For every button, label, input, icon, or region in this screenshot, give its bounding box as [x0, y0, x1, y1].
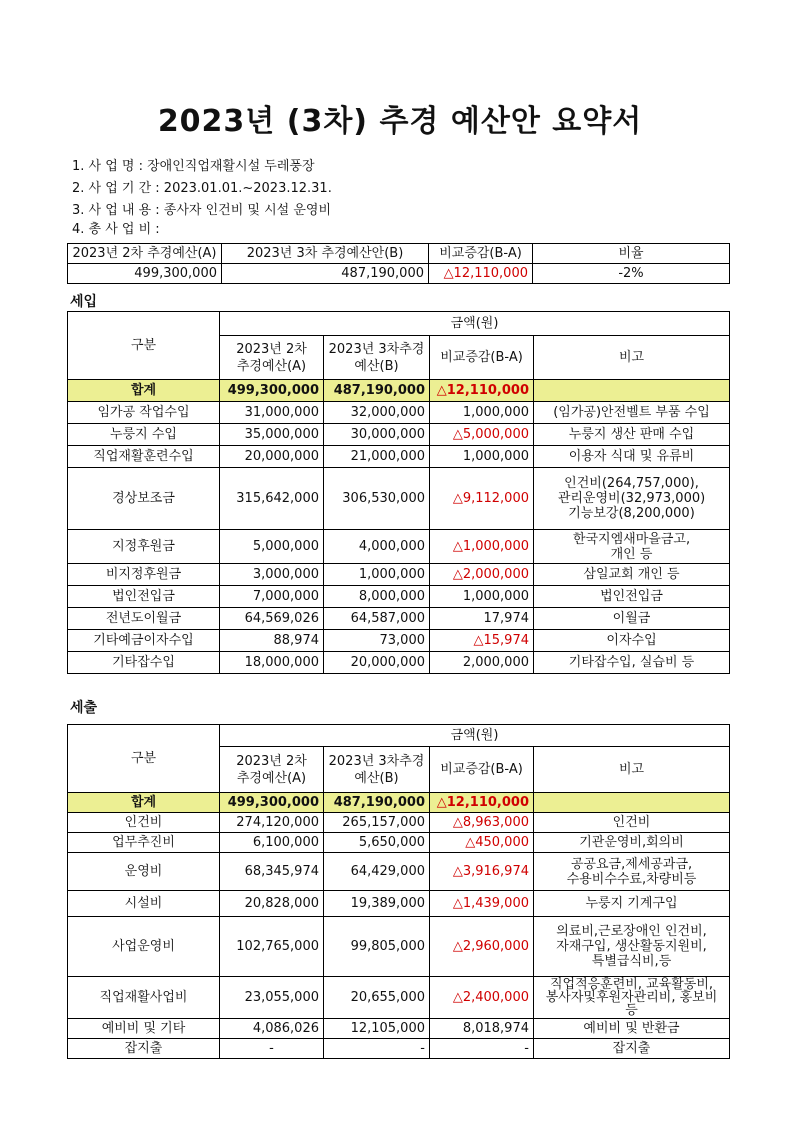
- summary-header-row: [68, 244, 730, 264]
- revenue-row-name: 전년도이월금: [68, 608, 220, 630]
- revenue-row-name: 합계: [68, 380, 220, 402]
- expenditure-row-b: 19,389,000: [324, 891, 430, 917]
- revenue-row-diff: 2,000,000: [430, 652, 534, 674]
- expenditure-row-name: 업무추진비: [68, 833, 220, 853]
- business-name: 1. 사 업 명 : 장애인직업재활시설 두레풍장: [72, 159, 315, 174]
- revenue-row-diff: 17,974: [430, 608, 534, 630]
- expenditure-row: [68, 1019, 730, 1039]
- expenditure-row-name: 예비비 및 기타: [68, 1019, 220, 1039]
- revenue-row: [68, 608, 730, 630]
- expenditure-row-name: 직업재활사업비: [68, 977, 220, 1019]
- summary-value-ratio: -2%: [533, 264, 730, 284]
- expenditure-col-a-line-1: 2023년 2차: [236, 753, 307, 769]
- revenue-col-a-line-2: 추경예산(A): [236, 358, 307, 374]
- expenditure-row-diff: 8,018,974: [430, 1019, 534, 1039]
- expenditure-row-note: 기관운영비,회의비: [534, 833, 730, 853]
- revenue-col-b-line-1: 2023년 3차추경: [328, 341, 425, 357]
- summary-header-b: 2023년 3차 추경예산안(B): [222, 244, 429, 264]
- revenue-col-a-header: [220, 336, 324, 380]
- revenue-row: [68, 446, 730, 468]
- revenue-row: [68, 630, 730, 652]
- revenue-row-b: 64,587,000: [324, 608, 430, 630]
- business-content: 3. 사 업 내 용 : 종사자 인건비 및 시설 운영비: [72, 203, 332, 218]
- revenue-col-b-line-2: 예산(B): [354, 358, 399, 374]
- revenue-row-b: 20,000,000: [324, 652, 430, 674]
- expenditure-header-row-1: [68, 725, 730, 747]
- summary-header-ratio: 비율: [533, 244, 730, 264]
- expenditure-amount-header: 금액(원): [220, 725, 730, 747]
- expenditure-col-diff-header: 비교증감(B-A): [430, 747, 534, 793]
- revenue-category-header: 구분: [68, 312, 220, 380]
- expenditure-row-b: 64,429,000: [324, 853, 430, 891]
- expenditure-row-note: [534, 793, 730, 813]
- expenditure-row-diff: △1,439,000: [430, 891, 534, 917]
- revenue-row-note: 이월금: [534, 608, 730, 630]
- note-line: 인건비(264,757,000),: [564, 476, 699, 491]
- revenue-row-note: 삼일교회 개인 등: [534, 564, 730, 586]
- revenue-row-diff: △2,000,000: [430, 564, 534, 586]
- business-period: 2. 사 업 기 간 : 2023.01.01.~2023.12.31.: [72, 181, 332, 196]
- expenditure-row-note: 예비비 및 반환금: [534, 1019, 730, 1039]
- expenditure-row-diff: △3,916,974: [430, 853, 534, 891]
- revenue-col-note-header: 비고: [534, 336, 730, 380]
- page-title: 2023년 (3차) 추경 예산안 요약서: [157, 104, 643, 139]
- expenditure-row-name: 사업운영비: [68, 917, 220, 977]
- revenue-row-name: 법인전입금: [68, 586, 220, 608]
- revenue-row-diff: 1,000,000: [430, 402, 534, 424]
- expenditure-row-name: 합계: [68, 793, 220, 813]
- expenditure-row-b: 12,105,000: [324, 1019, 430, 1039]
- revenue-row-diff: △9,112,000: [430, 468, 534, 530]
- revenue-row-b: 306,530,000: [324, 468, 430, 530]
- summary-value-a: 499,300,000: [68, 264, 222, 284]
- expenditure-row-b: -: [324, 1039, 430, 1059]
- revenue-row-a: 20,000,000: [220, 446, 324, 468]
- revenue-row-name: 누룽지 수입: [68, 424, 220, 446]
- revenue-row-a: 35,000,000: [220, 424, 324, 446]
- expenditure-row-note: 인건비: [534, 813, 730, 833]
- expenditure-row-b: 487,190,000: [324, 793, 430, 813]
- revenue-row: [68, 402, 730, 424]
- summary-value-diff: △12,110,000: [429, 264, 533, 284]
- expenditure-row: [68, 1039, 730, 1059]
- expenditure-label: 세출: [70, 700, 98, 716]
- expenditure-row-b: 20,655,000: [324, 977, 430, 1019]
- expenditure-row-a: 499,300,000: [220, 793, 324, 813]
- revenue-row-a: 88,974: [220, 630, 324, 652]
- total-budget-label: 4. 총 사 업 비 :: [72, 222, 160, 237]
- expenditure-row: [68, 977, 730, 1019]
- expenditure-row-b: 5,650,000: [324, 833, 430, 853]
- revenue-row-name: 임가공 작업수입: [68, 402, 220, 424]
- expenditure-row-name: 시설비: [68, 891, 220, 917]
- expenditure-col-b-header: [324, 747, 430, 793]
- expenditure-col-b-line-2: 예산(B): [354, 770, 399, 786]
- revenue-row-diff: △15,974: [430, 630, 534, 652]
- expenditure-table: [67, 724, 730, 1059]
- note-line: 등: [625, 1003, 638, 1018]
- revenue-row: [68, 424, 730, 446]
- revenue-amount-header: 금액(원): [220, 312, 730, 336]
- revenue-row-b: 4,000,000: [324, 530, 430, 564]
- note-line: 기능보강(8,200,000): [568, 506, 695, 521]
- expenditure-row-a: 68,345,974: [220, 853, 324, 891]
- expenditure-row: [68, 917, 730, 977]
- revenue-row-b: 30,000,000: [324, 424, 430, 446]
- revenue-row-b: 1,000,000: [324, 564, 430, 586]
- revenue-row-note: 법인전입금: [534, 586, 730, 608]
- revenue-row-name: 기타잡수입: [68, 652, 220, 674]
- expenditure-row: [68, 891, 730, 917]
- revenue-row-diff: △5,000,000: [430, 424, 534, 446]
- revenue-row-diff: 1,000,000: [430, 446, 534, 468]
- revenue-col-diff-header: 비교증감(B-A): [430, 336, 534, 380]
- summary-header-a: 2023년 2차 추경예산(A): [68, 244, 222, 264]
- note-line: 수용비수수료,차량비등: [566, 871, 697, 887]
- summary-value-b: 487,190,000: [222, 264, 429, 284]
- revenue-row-b: 21,000,000: [324, 446, 430, 468]
- expenditure-row-a: 4,086,026: [220, 1019, 324, 1039]
- note-line: 개인 등: [610, 546, 653, 562]
- expenditure-col-b-line-1: 2023년 3차추경: [328, 753, 425, 769]
- revenue-row-note: [534, 380, 730, 402]
- revenue-row-name: 경상보조금: [68, 468, 220, 530]
- expenditure-row-note: [534, 977, 730, 1019]
- revenue-col-a-line-1: 2023년 2차: [236, 341, 307, 357]
- expenditure-row-a: 20,828,000: [220, 891, 324, 917]
- expenditure-row-diff: △450,000: [430, 833, 534, 853]
- expenditure-col-a-line-2: 추경예산(A): [236, 770, 307, 786]
- revenue-row-note: 누룽지 생산 판매 수입: [534, 424, 730, 446]
- note-line: 봉사자및후원자관리비, 홍보비: [545, 990, 718, 1005]
- note-line: 직업적응훈련비, 교육활동비,: [549, 977, 714, 992]
- revenue-row: [68, 586, 730, 608]
- expenditure-row: [68, 853, 730, 891]
- revenue-col-b-header: [324, 336, 430, 380]
- revenue-total-row: [68, 380, 730, 402]
- revenue-row-note: 이용자 식대 및 유류비: [534, 446, 730, 468]
- expenditure-row-a: 274,120,000: [220, 813, 324, 833]
- revenue-row-a: 499,300,000: [220, 380, 324, 402]
- revenue-row: [68, 652, 730, 674]
- revenue-row-diff: 1,000,000: [430, 586, 534, 608]
- revenue-row: [68, 530, 730, 564]
- revenue-header-row-1: [68, 312, 730, 336]
- expenditure-row-a: -: [220, 1039, 324, 1059]
- expenditure-col-a-header: [220, 747, 324, 793]
- expenditure-row-note: 잡지출: [534, 1039, 730, 1059]
- expenditure-row-a: 23,055,000: [220, 977, 324, 1019]
- revenue-row-note: (임가공)안전벨트 부품 수입: [534, 402, 730, 424]
- revenue-row-a: 18,000,000: [220, 652, 324, 674]
- revenue-row-diff: △12,110,000: [430, 380, 534, 402]
- summary-value-row: [68, 264, 730, 284]
- expenditure-row-diff: △2,960,000: [430, 917, 534, 977]
- revenue-row-note: 이자수입: [534, 630, 730, 652]
- expenditure-row-diff: -: [430, 1039, 534, 1059]
- note-line: 한국지엠새마을금고,: [572, 531, 691, 547]
- expenditure-row-a: 6,100,000: [220, 833, 324, 853]
- expenditure-row-b: 99,805,000: [324, 917, 430, 977]
- expenditure-total-row: [68, 793, 730, 813]
- expenditure-row-note: 누룽지 기계구입: [534, 891, 730, 917]
- revenue-row-note: 기타잡수입, 실습비 등: [534, 652, 730, 674]
- revenue-row-note: [534, 530, 730, 564]
- revenue-row-note: [534, 468, 730, 530]
- expenditure-row-diff: △2,400,000: [430, 977, 534, 1019]
- revenue-row-b: 73,000: [324, 630, 430, 652]
- expenditure-row-diff: △12,110,000: [430, 793, 534, 813]
- revenue-row-b: 8,000,000: [324, 586, 430, 608]
- revenue-row-a: 315,642,000: [220, 468, 324, 530]
- expenditure-category-header: 구분: [68, 725, 220, 793]
- revenue-row-a: 3,000,000: [220, 564, 324, 586]
- revenue-row-a: 64,569,026: [220, 608, 324, 630]
- revenue-row-b: 32,000,000: [324, 402, 430, 424]
- revenue-row-diff: △1,000,000: [430, 530, 534, 564]
- expenditure-row-note: [534, 853, 730, 891]
- expenditure-row-note: [534, 917, 730, 977]
- revenue-row-name: 기타예금이자수입: [68, 630, 220, 652]
- revenue-row-name: 비지정후원금: [68, 564, 220, 586]
- expenditure-row-name: 운영비: [68, 853, 220, 891]
- summary-table: [67, 243, 730, 284]
- expenditure-row: [68, 813, 730, 833]
- revenue-label: 세입: [70, 294, 98, 310]
- revenue-row-a: 31,000,000: [220, 402, 324, 424]
- revenue-table: [67, 311, 730, 674]
- summary-header-diff: 비교증감(B-A): [429, 244, 533, 264]
- revenue-row-name: 직업재활훈련수입: [68, 446, 220, 468]
- expenditure-row-a: 102,765,000: [220, 917, 324, 977]
- note-line: 관리운영비(32,973,000): [557, 491, 706, 506]
- note-line: 자재구입, 생산활동지원비,: [556, 939, 707, 954]
- revenue-row-b: 487,190,000: [324, 380, 430, 402]
- expenditure-row-name: 잡지출: [68, 1039, 220, 1059]
- revenue-row: [68, 564, 730, 586]
- expenditure-row-diff: △8,963,000: [430, 813, 534, 833]
- revenue-row-name: 지정후원금: [68, 530, 220, 564]
- note-line: 의료비,근로장애인 인건비,: [556, 924, 707, 939]
- expenditure-col-note-header: 비고: [534, 747, 730, 793]
- revenue-row-a: 7,000,000: [220, 586, 324, 608]
- revenue-row-a: 5,000,000: [220, 530, 324, 564]
- expenditure-row-b: 265,157,000: [324, 813, 430, 833]
- expenditure-row-name: 인건비: [68, 813, 220, 833]
- note-line: 특별급식비,등: [591, 954, 672, 969]
- revenue-row: [68, 468, 730, 530]
- expenditure-row: [68, 833, 730, 853]
- note-line: 공공요금,제세공과금,: [570, 856, 693, 872]
